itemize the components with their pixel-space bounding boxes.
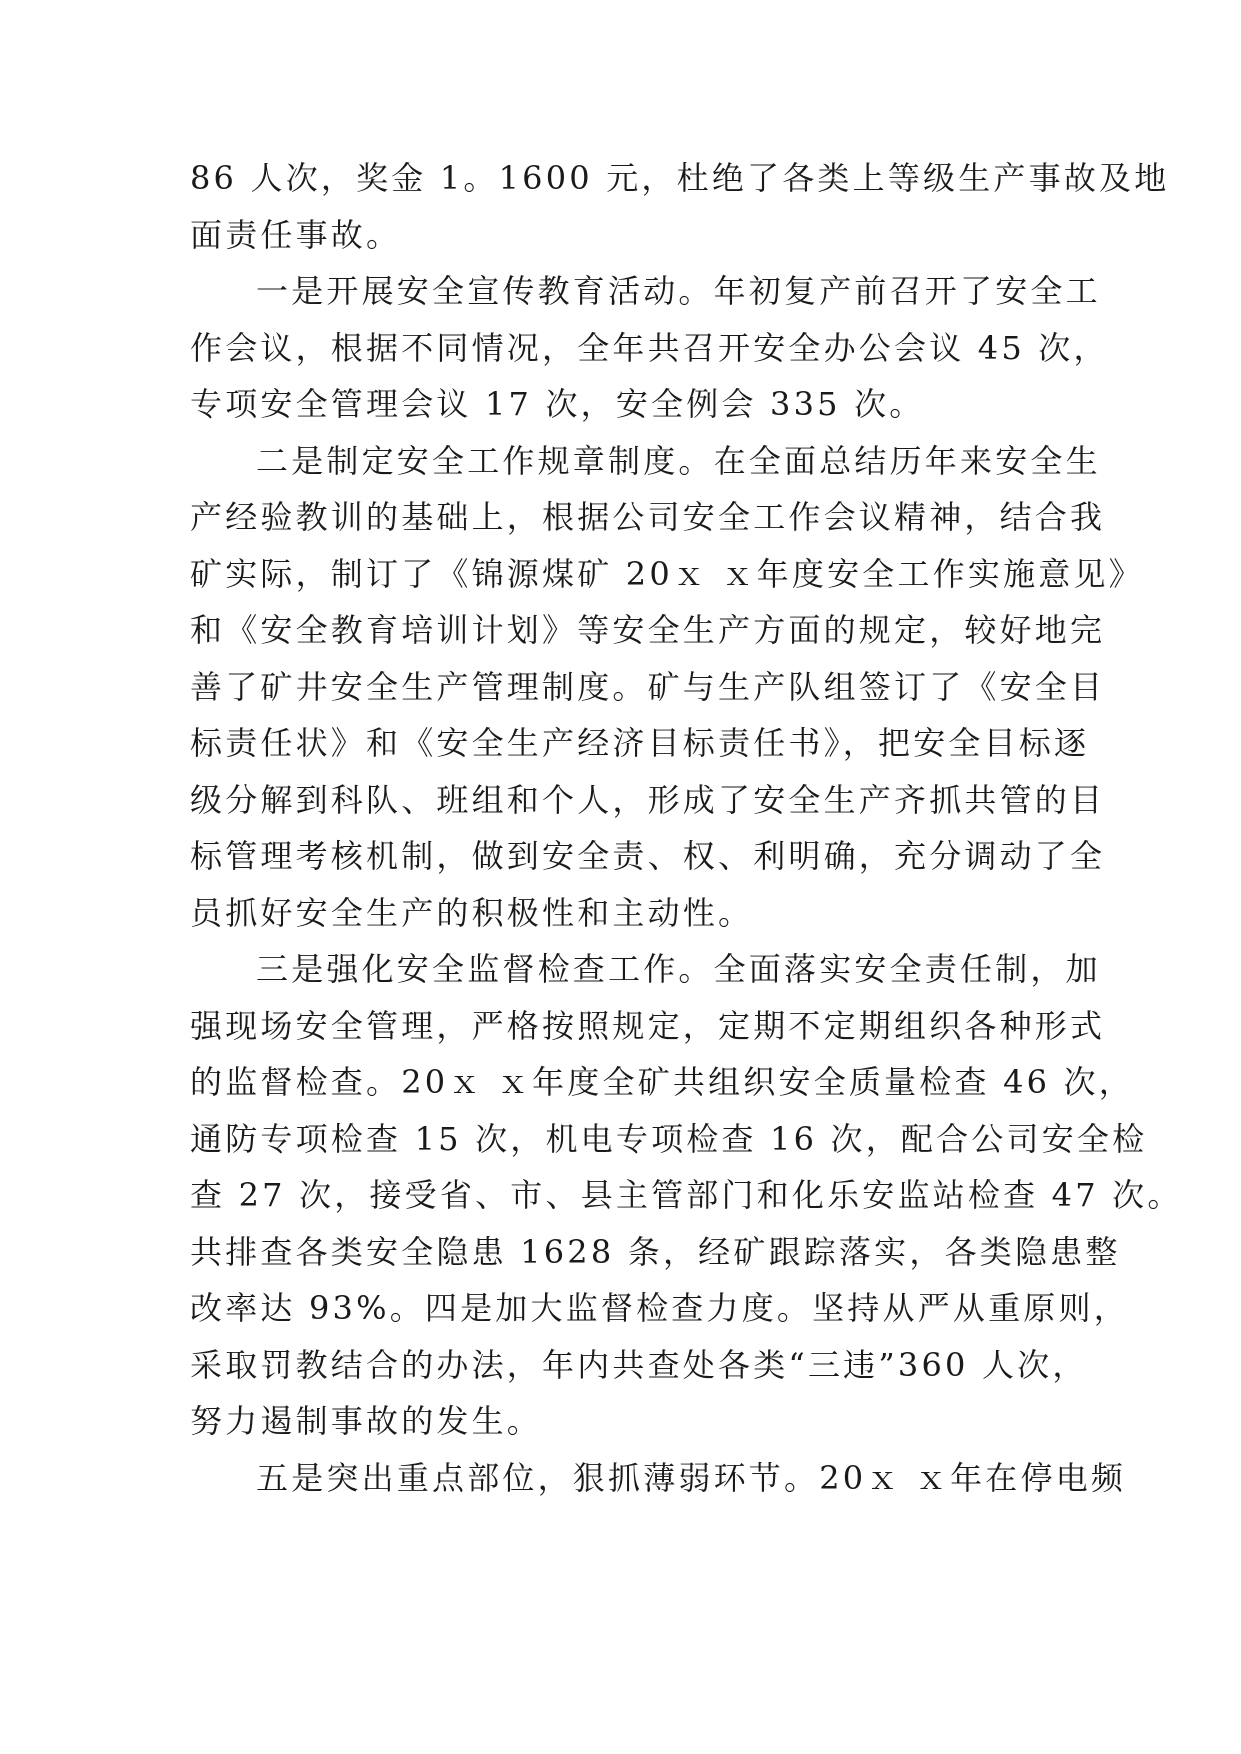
text-line: 标责任状》和《安全生产经济目标责任书》，把安全目标逐 (190, 724, 1090, 762)
paragraph-first-line: 五是突出重点部位，狠抓薄弱环节。20ｘ ｘ年在停电频 (256, 1458, 1127, 1497)
text-line: 和《安全教育培训计划》等安全生产方面的规定，较好地完 (190, 611, 1106, 649)
paragraph-first-line: 一是开展安全宣传教育活动。年初复产前召开了安全工 (256, 272, 1101, 310)
text-line: 通防专项检查 15 次，机电专项检查 16 次，配合公司安全检 (190, 1119, 1148, 1158)
text-line: 善了矿井安全生产管理制度。矿与生产队组签订了《安全目 (190, 667, 1106, 706)
text-line: 专项安全管理会议 17 次，安全例会 335 次。 (190, 385, 925, 423)
text-line: 面责任事故。 (190, 215, 402, 254)
paragraph-first-line: 三是强化安全监督检查工作。全面落实安全责任制，加 (256, 950, 1101, 988)
text-line: 产经验教训的基础上，根据公司安全工作会议精神，结合我 (190, 498, 1106, 536)
text-line: 作会议，根据不同情况，全年共召开安全办公会议 45 次， (190, 328, 1109, 367)
text-line: 员抓好安全生产的积极性和主动性。 (190, 893, 754, 932)
text-line: 标管理考核机制，做到安全责、权、利明确，充分调动了全 (190, 837, 1106, 875)
text-line: 改率达 93%。四是加大监督检查力度。坚持从严从重原则， (190, 1289, 1129, 1327)
text-line: 查 27 次，接受省、市、县主管部门和化乐安监站检查 47 次。 (190, 1176, 1183, 1214)
text-line: 强现场安全管理，严格按照规定，定期不定期组织各种形式 (190, 1006, 1106, 1045)
text-line: 矿实际，制订了《锦源煤矿 20ｘ ｘ年度安全工作实施意见》 (190, 554, 1144, 593)
text-line: 86 人次，奖金 1。1600 元，杜绝了各类上等级生产事故及地 (190, 159, 1170, 197)
text-line: 的监督检查。20ｘ ｘ年度全矿共组织安全质量检查 46 次， (190, 1063, 1134, 1101)
text-line: 采取罚教结合的办法，年内共查处各类“三违”360 人次， (190, 1345, 1088, 1384)
text-line: 共排查各类安全隐患 1628 条，经矿跟踪落实，各类隐患整 (190, 1232, 1121, 1271)
paragraph-first-line: 二是制定安全工作规章制度。在全面总结历年来安全生 (256, 441, 1101, 480)
text-line: 级分解到科队、班组和个人，形成了安全生产齐抓共管的目 (190, 780, 1106, 819)
document-body (190, 150, 1183, 1506)
text-line: 努力遏制事故的发生。 (190, 1402, 543, 1440)
